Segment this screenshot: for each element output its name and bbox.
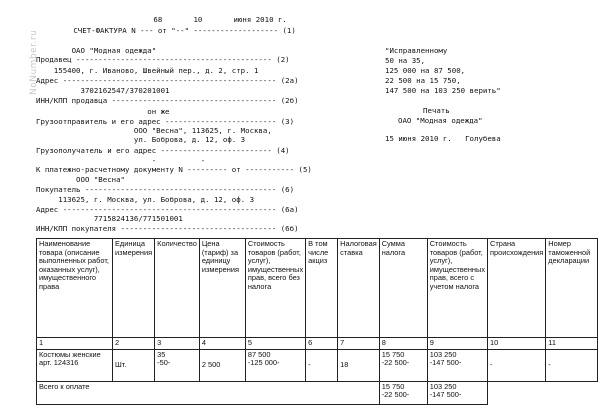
shipper-value: он же (36, 107, 170, 116)
col-number: 9 (427, 338, 487, 350)
buyer-value: ООО "Весна" (36, 175, 125, 184)
consignee-label: Грузополучатель и его адрес ------------------------- (4) (36, 146, 290, 155)
col-header-cost: Стоимость товаров (работ, услуг), имущественных прав, всего без налога (245, 239, 305, 338)
seller-address-label: Адрес ------------------------------------------------ (2а) (36, 76, 299, 85)
cell-name: Костюмы женские арт. 124316 (37, 349, 113, 381)
col-header-price: Цена (тариф) за единицу измерения (199, 239, 245, 338)
invoice-title-line: СЧЕТ-ФАКТУРА N --- от "--" ------------------- (1) (60, 26, 296, 35)
seller-inn-value: 3702162547/370201001 (36, 86, 170, 95)
buyer-address-label: Адрес ------------------------------------------------ (6а) (36, 205, 299, 214)
col-header-country: Страна происхождения (488, 239, 546, 338)
table-row (37, 349, 598, 381)
col-number: 4 (199, 338, 245, 350)
col-number: 6 (306, 338, 338, 350)
table-header-row (37, 239, 598, 338)
cell-tax: 15 750 -22 500- (379, 349, 427, 381)
cell-total-label: Всего к оплате (37, 381, 380, 404)
col-header-excise: В том числе акциз (306, 239, 338, 338)
cell-total: 103 250 -147 500- (427, 349, 487, 381)
col-number: 10 (488, 338, 546, 350)
stamp-org: ОАО "Модная одежда" (398, 116, 483, 125)
cell-excise: - (306, 349, 338, 381)
col-number: 5 (245, 338, 305, 350)
col-header-rate: Налоговая ставка (338, 239, 380, 338)
cell-unit: Шт. (113, 349, 155, 381)
col-header-total: Стоимость товаров (работ, услуг), имущественных прав, всего с учетом налога (427, 239, 487, 338)
col-number: 11 (546, 338, 598, 350)
invoice-table (36, 238, 598, 405)
seller-name: ОАО "Модная одежда" (36, 46, 157, 55)
col-header-declaration: Номер таможенной декларации (546, 239, 598, 338)
cell-qty: 35 -50- (155, 349, 200, 381)
table-number-row (37, 338, 598, 350)
col-number: 1 (37, 338, 113, 350)
col-number: 8 (379, 338, 427, 350)
stamp-label: Печать (423, 106, 450, 115)
col-header-unit: Единица измерения (113, 239, 155, 338)
watermark: NoNumber.ru (29, 29, 39, 95)
cell-cost: 87 500 -125 000- (245, 349, 305, 381)
payment-doc-value: - - (36, 156, 206, 165)
cell-total-amount: 103 250 -147 500- (427, 381, 487, 404)
correction-line4: 22 500 на 15 750, (385, 76, 461, 85)
correction-line2: 50 на 35, (385, 56, 426, 65)
shipper-address-line2: ул. Боброва, д. 12, оф. 3 (36, 135, 246, 144)
invoice-date-line: 68 10 июня 2010 г. (100, 15, 287, 24)
table-total-row (37, 381, 598, 404)
buyer-address-value: 113625, г. Москва, ул. Боброва, д. 12, оф. 3 (36, 195, 255, 204)
shipper-address-line1: ООО "Весна", 113625, г. Москва, (36, 126, 272, 135)
col-header-tax: Сумма налога (379, 239, 427, 338)
correction-line3: 125 000 на 87 500, (385, 66, 466, 75)
cell-total-tax: 15 750 -22 500- (379, 381, 427, 404)
buyer-inn-label: ИНН/КПП покупателя ----------------------------------- (6б) (36, 224, 299, 233)
payment-doc-label: К платежно-расчетному документу N --------- от ----------- (5) (36, 165, 312, 174)
col-number: 7 (338, 338, 380, 350)
col-header-qty: Количество (155, 239, 200, 338)
shipper-label: Грузоотправитель и его адрес ------------------------- (3) (36, 117, 295, 126)
buyer-label: Покупатель ------------------------------------------- (6) (36, 185, 295, 194)
seller-inn-label: ИНН/КПП продавца ------------------------------------- (2б) (36, 96, 299, 105)
cell-country: - (488, 349, 546, 381)
cell-rate: 18 (338, 349, 380, 381)
correction-line5: 147 500 на 103 250 верить" (385, 86, 501, 95)
seller-address-value: 155400, г. Иваново, Швейный пер., д. 2, стр. 1 (36, 66, 259, 75)
cell-price: 2 500 (199, 349, 245, 381)
seller-label: Продавец -------------------------------------------- (2) (36, 55, 290, 64)
correction-line1: "Исправленному (385, 46, 448, 55)
col-header-name: Наименование товара (описание выполненных работ, оказанных услуг), имущественного права (37, 239, 113, 338)
col-number: 3 (155, 338, 200, 350)
correction-date-signature: 15 июня 2010 г. Голубева (385, 134, 501, 143)
cell-declaration: - (546, 349, 598, 381)
buyer-inn-value: 7715824136/771501001 (36, 214, 183, 223)
empty-cell (488, 381, 598, 404)
col-number: 2 (113, 338, 155, 350)
